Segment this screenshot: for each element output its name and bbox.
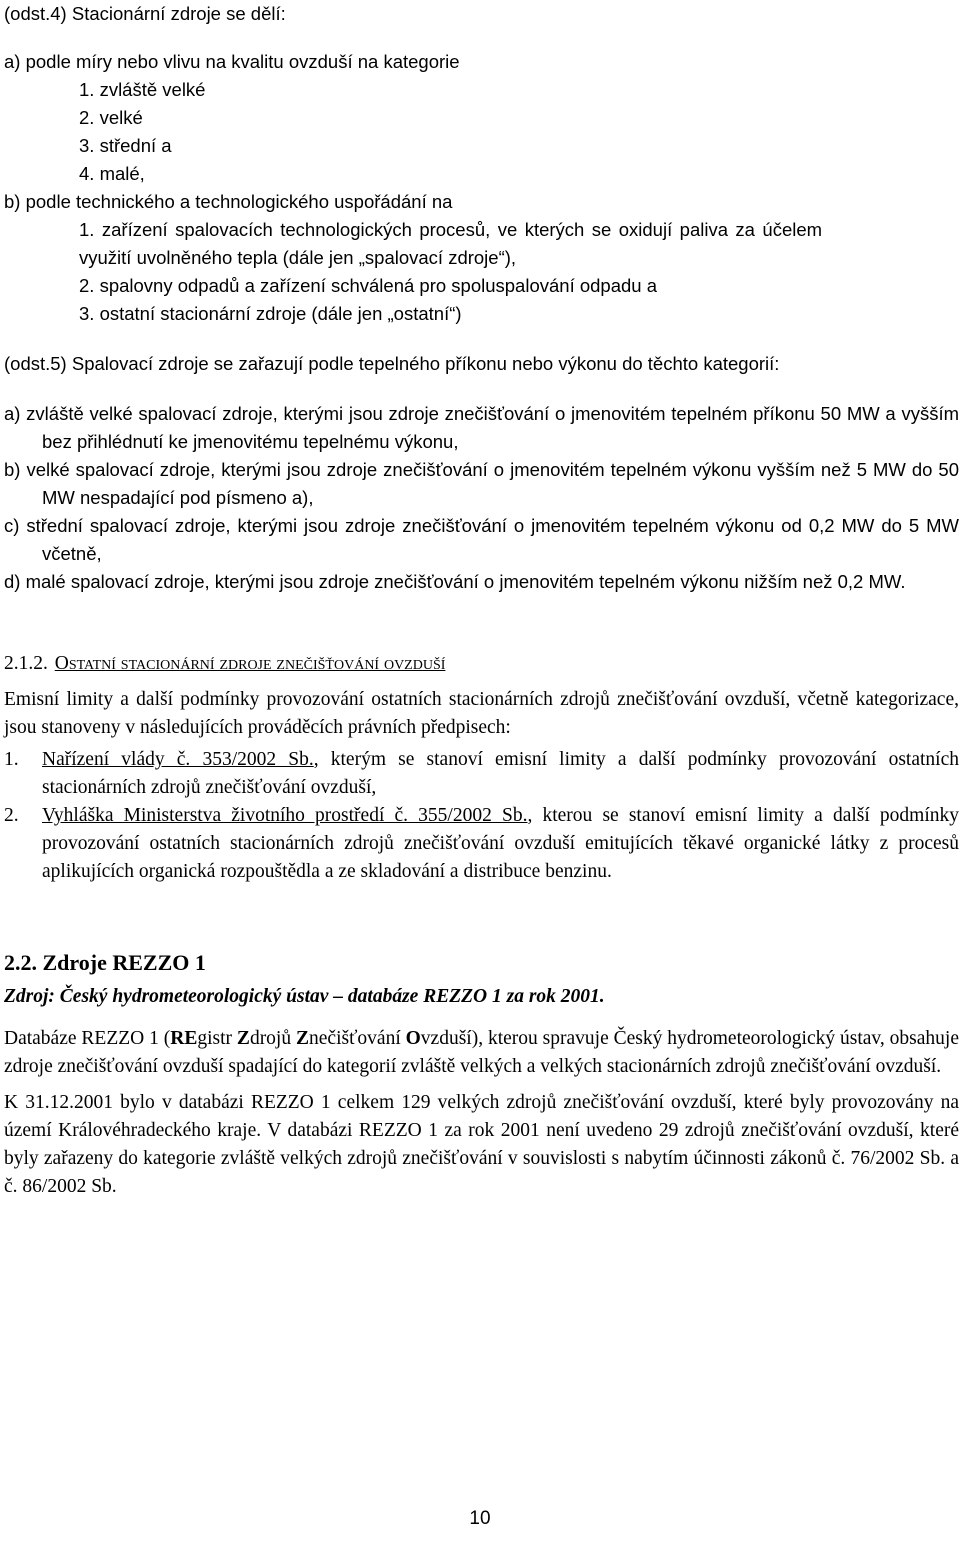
text-run: O	[405, 1028, 421, 1049]
list-number: 2.	[4, 805, 19, 826]
spacer	[4, 28, 959, 48]
list-item	[4, 802, 959, 886]
category-a: a) zvláště velké spalovací zdroje, kterými jsou zdroje znečišťování o jmenovitém tepelném příkonu 50 MW a vyšším bez přihlédnutí ke jmenovitému tepelnému výkonu,	[4, 403, 959, 452]
category-b: b) podle technického a technologického uspořádání na	[4, 191, 453, 212]
text-run: Databáze REZZO 1 (	[4, 1028, 171, 1049]
list-item: 3. střední a	[79, 135, 172, 156]
section-heading-text: Ostatní stacionární zdroje znečišťování ovzduší	[54, 653, 446, 674]
list-item: 4. malé,	[79, 163, 145, 184]
list-number: 1.	[4, 749, 19, 770]
text-run: drojů	[249, 1028, 296, 1049]
category-d: d) malé spalovací zdroje, kterými jsou zdroje znečišťování o jmenovitém tepelném výkonu nižším než 0,2 MW.	[4, 571, 906, 592]
list-item-continuation: využití uvolněného tepla (dále jen „spalovací zdroje“),	[79, 247, 517, 268]
text-run: vzduší), kterou spravuje Český hydrometeorologický ústav, obsahuje zdroje znečišťování ovzduší spadající do kategorií zvláště velkých a velkých stacionárních zdrojů znečišťování ovzduší.	[4, 1028, 959, 1077]
list-item-text: , kterým se stanoví emisní limity a další podmínky provozování ostatních stacionárních zdrojů znečišťování ovzduší,	[42, 749, 959, 798]
paragraph	[4, 1025, 959, 1081]
text-run: Z	[296, 1028, 310, 1049]
category-a: a) podle míry nebo vlivu na kvalitu ovzduší na kategorie	[4, 51, 460, 72]
spacer	[4, 328, 959, 350]
paragraph: K 31.12.2001 bylo v databázi REZZO 1 celkem 129 velkých zdrojů znečišťování ovzduší, které byly provozovány na území Královéhradeckého kraje. V databázi REZZO 1 za rok 2001 není uvedeno 29 zdrojů znečišťování ovzduší, které byly zařazeny do kategorie zvláště velkých zdrojů znečišťování v souvislosti s nabytím účinnosti zákonů č. 76/2002 Sb. a č. 86/2002 Sb.	[4, 1092, 959, 1197]
section-title: (odst.4) Stacionární zdroje se dělí:	[4, 3, 286, 24]
intro-paragraph: Emisní limity a další podmínky provozování ostatních stacionárních zdrojů znečišťování ovzduší, včetně kategorizace, jsou stanoveny v následujících prováděcích právních předpisech:	[4, 689, 959, 738]
category-b: b) velké spalovací zdroje, kterými jsou zdroje znečišťování o jmenovitém tepelném výkonu vyšším než 5 MW do 50 MW nespadající pod písmeno a),	[4, 459, 959, 508]
section-other-sources	[4, 650, 959, 886]
category-c: c) střední spalovací zdroje, kterými jsou zdroje znečišťování o jmenovitém tepelném výkonu od 0,2 MW do 5 MW včetně,	[4, 515, 959, 564]
section-stationary-sources	[4, 0, 959, 596]
section-title: (odst.5) Spalovací zdroje se zařazují podle tepelného příkonu nebo výkonu do těchto kategorií:	[4, 353, 780, 374]
list-item: 1. zvláště velké	[79, 79, 206, 100]
list-item-text: , kterou se stanoví emisní limity a další podmínky provozování ostatních stacionárních zdrojů znečišťování ovzduší emitujících těkavé organické látky z procesů aplikujících organická rozpouštědla a ze skladování a distribuce benzinu.	[42, 805, 960, 882]
section-heading	[4, 650, 959, 678]
spacer	[4, 378, 959, 400]
list-item: 1. zařízení spalovacích technologických procesů, ve kterých se oxidují paliva za účelem	[79, 219, 823, 240]
list-item: 2. velké	[79, 107, 143, 128]
list-item	[4, 746, 959, 802]
text-run: gistr	[197, 1028, 237, 1049]
text-run: nečišťování	[309, 1028, 406, 1049]
source-line: Zdroj: Český hydrometeorologický ústav – databáze REZZO 1 za rok 2001.	[4, 986, 605, 1007]
page-number: 10	[469, 1508, 491, 1529]
text-run: Z	[236, 1028, 250, 1049]
list-item: 3. ostatní stacionární zdroje (dále jen „ostatní“)	[79, 303, 462, 324]
section-rezzo	[4, 948, 959, 1201]
text-run: RE	[170, 1028, 198, 1049]
list-item: 2. spalovny odpadů a zařízení schválená pro spoluspalování odpadu a	[79, 275, 658, 296]
regulation-ref: Vyhláška Ministerstva životního prostředí č. 355/2002 Sb.	[42, 805, 528, 826]
section-number: 2.1.2.	[4, 653, 48, 674]
regulation-ref: Nařízení vlády č. 353/2002 Sb.	[42, 749, 314, 770]
section-heading: 2.2. Zdroje REZZO 1	[4, 950, 206, 975]
